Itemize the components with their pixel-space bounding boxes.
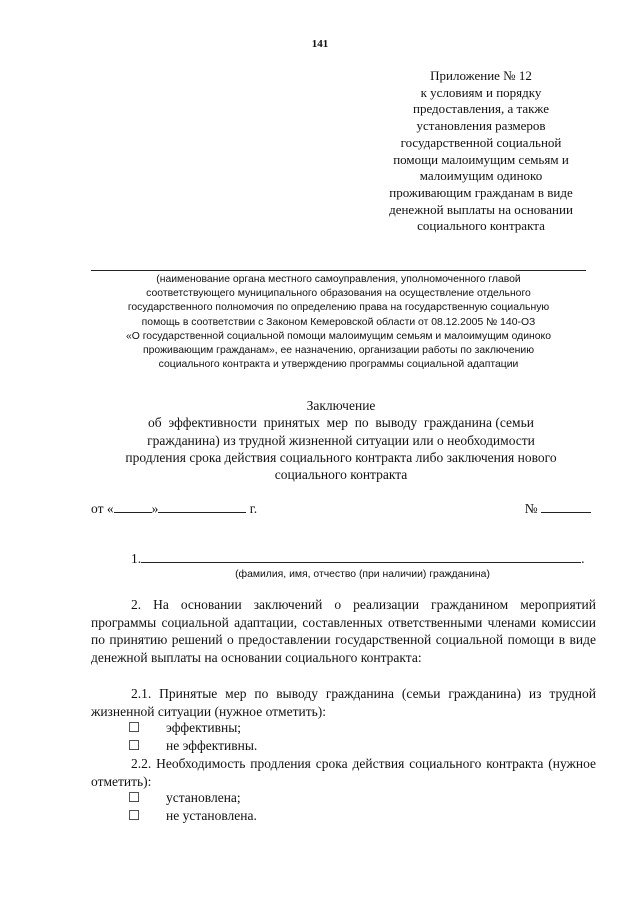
item-2-paragraph: 2. На основании заключений о реализации гражданином мероприятий программы социальной адаптации, составленных ответственными членами комиссии по принятию решений о предоставлении государственной социальной помощи в виде денежной выплаты на основании социального контракта: [91, 597, 596, 665]
option-not-effective[interactable] [128, 738, 257, 754]
appendix-line: государственной социальной [400, 134, 562, 150]
item-1-label: 1. [131, 551, 142, 566]
option-label: установлена; [166, 790, 241, 805]
date-year-suffix: г. [246, 501, 258, 516]
checkbox-icon[interactable]: ☐ [128, 738, 141, 753]
number-label: № [524, 501, 541, 516]
date-number-row [91, 500, 591, 517]
title-line: продления срока действия социального контракта либо заключения нового [125, 449, 557, 465]
document-title [91, 397, 591, 483]
title-line: Заключение [306, 398, 376, 413]
org-caption-line: «О государственной социальной помощи малоимущим семьям и малоимущим одиноко [125, 330, 552, 342]
citizen-name-caption: (фамилия, имя, отчество (при наличии) гражданина) [235, 569, 490, 580]
citizen-name-field[interactable] [141, 550, 581, 563]
date-from-label: от « [91, 501, 114, 516]
title-line: об эффективности принятых мер по выводу гражданина (семьи [148, 415, 534, 431]
org-caption-line: соответствующего муниципального образования на осуществление отдельного [146, 288, 531, 300]
date-day-field[interactable] [114, 500, 152, 513]
option-label: эффективны; [166, 720, 242, 735]
option-label: не эффективны. [166, 738, 258, 753]
option-effective[interactable] [128, 720, 241, 736]
page-number: 141 [311, 38, 329, 50]
org-caption-line: проживающим гражданам», ее назначению, организации работы по заключению [143, 345, 534, 357]
org-name-caption [91, 273, 586, 372]
appendix-line: денежной выплаты на основании [389, 201, 573, 217]
checkbox-icon[interactable]: ☐ [128, 790, 141, 805]
checkbox-icon[interactable]: ☐ [128, 808, 141, 823]
org-caption-line: государственного полномочия по определению права на государственную социальную [127, 302, 550, 314]
appendix-line: малоимущим одиноко [419, 168, 543, 184]
date-month-year-field[interactable] [158, 500, 246, 513]
appendix-line: помощи малоимущим семьям и [393, 151, 569, 167]
title-line: социального контракта [274, 467, 408, 483]
option-label: не установлена. [166, 808, 257, 823]
date-quote-close: » [151, 501, 159, 516]
option-not-established[interactable] [128, 808, 257, 824]
appendix-line: проживающим гражданам в виде [389, 184, 573, 200]
appendix-line: Приложение № 12 [430, 68, 532, 83]
appendix-header [355, 68, 607, 235]
org-caption-line: помощь в соответствии с Законом Кемеровской области от 08.12.2005 № 140-ОЗ [141, 316, 536, 328]
checkbox-icon[interactable]: ☐ [128, 720, 141, 735]
number-field[interactable] [541, 500, 591, 513]
appendix-line: к условиям и порядку [420, 84, 542, 100]
org-name-field-line[interactable] [91, 270, 586, 271]
appendix-line: предоставления, а также [412, 101, 550, 117]
item-1-row [131, 550, 591, 567]
item-2-1-paragraph: 2.1. Принятые мер по выводу гражданина (семьи гражданина) из трудной жизненной ситуации (нужное отметить): [91, 686, 596, 719]
org-caption-line: социального контракта и утверждению программы социальной адаптации [158, 359, 519, 371]
title-line: гражданина) из трудной жизненной ситуации или о необходимости [147, 432, 535, 448]
option-established[interactable] [128, 790, 241, 806]
appendix-line: установления размеров [416, 118, 546, 134]
item-2-2-paragraph: 2.2. Необходимость продления срока действия социального контракта (нужное отметить): [91, 756, 596, 789]
document-number [525, 500, 591, 517]
item-1-end: . [581, 551, 585, 566]
org-caption-line: (наименование органа местного самоуправления, уполномоченного главой [156, 274, 521, 285]
appendix-line: социального контракта [417, 218, 545, 234]
